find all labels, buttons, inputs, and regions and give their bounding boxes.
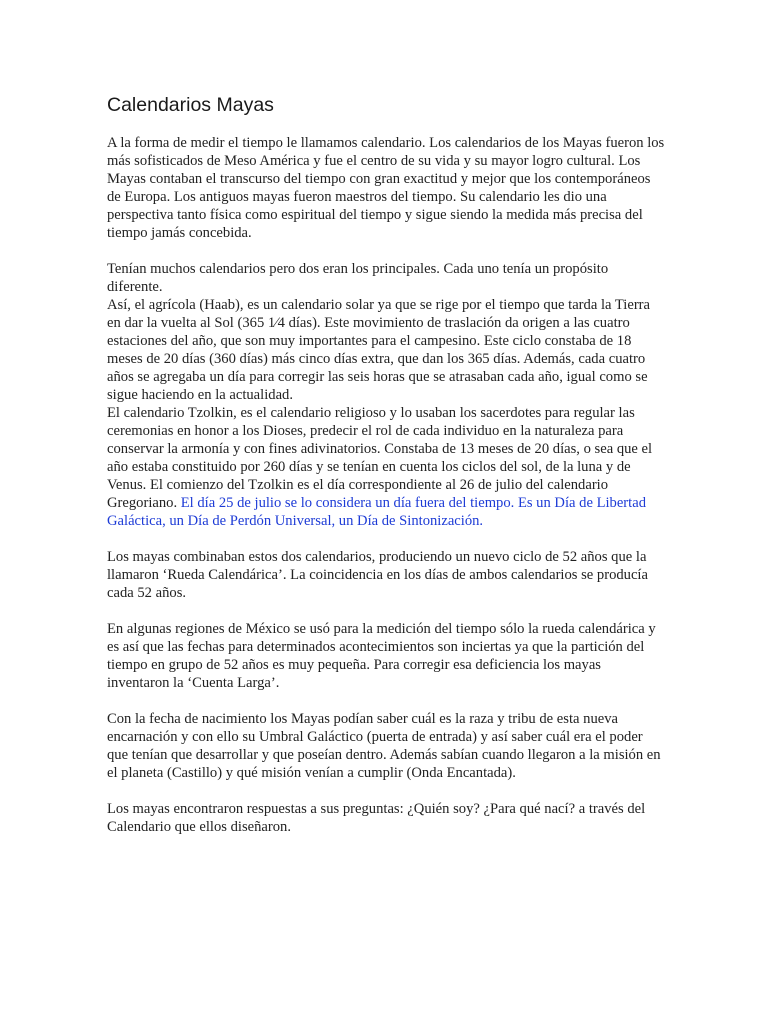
paragraph-text: Así, el agrícola (Haab), es un calendario solar ya que se rige por el tiempo que tarda la Tierra en dar la vuelta al Sol (365 1⁄4 días). Este movimiento de traslación da origen a las cuatro estaciones del año, que son muy importantes para el campesino. Este ciclo constaba de 18 meses de 20 días (360 días) más cinco días extra, que dan los 365 días. Además, cada cuatro años se agregaba un día para corregir las seis horas que se atrasaban cada año, igual como se sigue haciendo en la actualidad. xyxy=(107,297,651,403)
document-page xyxy=(107,94,667,854)
paragraph-text: Con la fecha de nacimiento los Mayas podían saber cuál es la raza y tribu de esta nueva encarnación y con ello su Umbral Galáctico (puerta de entrada) y así saber cuál era el poder que tenían que desarrollar y que poseían dentro. Además sabían cuando llegaron a la misión en el planeta (Castillo) y qué misión venían a cumplir (Onda Encantada). xyxy=(107,711,661,781)
paragraph-birth-date xyxy=(107,710,667,782)
paragraph-long-count xyxy=(107,620,667,692)
paragraph-conclusion xyxy=(107,800,667,836)
paragraph-tzolkin xyxy=(107,404,667,530)
paragraph-intro xyxy=(107,134,667,242)
paragraph-text: Los mayas combinaban estos dos calendarios, produciendo un nuevo ciclo de 52 años que la llamaron ‘Rueda Calendárica’. La coincidencia en los días de ambos calendarios se producía cada 52 años. xyxy=(107,549,648,601)
paragraph-text: El calendario Tzolkin, es el calendario religioso y lo usaban los sacerdotes para regular las ceremonias en honor a los Dioses, predecir el rol de cada individuo en la naturaleza para conservar la armonía y con fines adivinatorios. Constaba de 13 meses de 20 días, o sea que el año estaba constituido por 260 días y se tenían en cuenta los ciclos del sol, de la luna y de Venus. El comienzo del Tzolkin es el día correspondiente al 26 de julio del calendario Gregoriano. xyxy=(107,405,653,511)
paragraph-text: Tenían muchos calendarios pero dos eran los principales. Cada uno tenía un propósito diferente. xyxy=(107,261,609,295)
paragraph-text: Los mayas encontraron respuestas a sus preguntas: ¿Quién soy? ¿Para qué nací? a través del Calendario que ellos diseñaron. xyxy=(107,801,646,835)
highlighted-text: El día 25 de julio se lo considera un día fuera del tiempo. Es un Día de Libertad Galáctica, un Día de Perdón Universal, un Día de Sintonización. xyxy=(107,495,646,529)
paragraph-text: En algunas regiones de México se usó para la medición del tiempo sólo la rueda calendárica y es así que las fechas para determinados acontecimientos son inciertas ya que la partición del tiempo en grupo de 52 años es muy pequeña. Para corregir esa deficiencia los mayas inventaron la ‘Cuenta Larga’. xyxy=(107,621,656,691)
paragraph-calendar-round xyxy=(107,548,667,602)
document-title: Calendarios Mayas xyxy=(107,94,274,116)
paragraph-text: A la forma de medir el tiempo le llamamos calendario. Los calendarios de los Mayas fueron los más sofisticados de Meso América y fue el centro de su vida y su mayor logro cultural. Los Mayas contaban el transcurso del tiempo con gran exactitud y mejor que los contemporáneos de Europa. Los antiguos mayas fueron maestros del tiempo. Su calendario les dio una perspectiva tanto física como espiritual del tiempo y sigue siendo la medida más precisa del tiempo jamás concebida. xyxy=(107,135,665,241)
paragraph-calendars xyxy=(107,260,667,530)
